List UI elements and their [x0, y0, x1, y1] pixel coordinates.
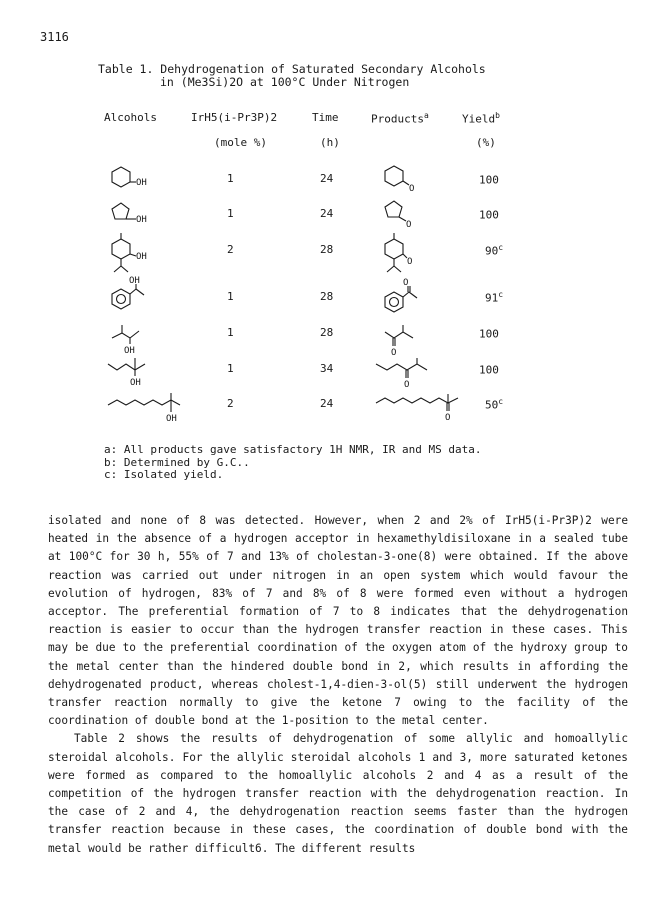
footnote-a: a: All products gave satisfactory 1H NMR, IR and MS data.: [104, 443, 482, 456]
header-products: Products$^a$: [371, 111, 429, 126]
acetophenone-structure: [381, 277, 437, 317]
svg-text:O: O: [407, 257, 413, 267]
row-4-mole: 1: [227, 290, 234, 303]
svg-text:OH: OH: [124, 346, 135, 356]
row-2-time: 24: [320, 207, 334, 220]
footnote-c: c: Isolated yield.: [104, 468, 224, 481]
phenylethanol-structure: [108, 274, 164, 314]
caption-line-1: Table 1. Dehydrogenation of Saturated Secondary Alcohols: [98, 62, 486, 76]
methylbutanol-structure: [108, 320, 164, 358]
cyclopentanol-structure: [108, 201, 158, 231]
octanone-structure: [372, 391, 472, 427]
row-3-yield: 90$^c$: [485, 243, 504, 258]
row-1-yield: 100: [479, 173, 499, 187]
svg-text:O: O: [403, 278, 409, 288]
row-6-time: 34: [320, 362, 334, 375]
header-catalyst-unit: (mole %): [214, 136, 267, 149]
row-4-time: 28: [320, 290, 334, 303]
row-7-mole: 2: [227, 397, 234, 410]
body-text: [48, 512, 628, 858]
svg-text:O: O: [391, 348, 397, 358]
table-footnotes: [104, 444, 482, 482]
row-7-yield: 50$^c$: [485, 397, 504, 412]
methylpentanol-structure: [104, 356, 174, 390]
page-number: 3116: [40, 30, 69, 44]
row-1-time: 24: [320, 172, 334, 185]
row-5-yield: 100: [479, 327, 499, 341]
row-6-mole: 1: [227, 362, 234, 375]
menthol-structure: [108, 231, 164, 279]
header-catalyst: IrH5(i-Pr3P)2: [191, 111, 278, 124]
svg-text:OH: OH: [130, 378, 141, 388]
cyclopentanone-structure: [381, 199, 431, 231]
row-2-yield: 100: [479, 208, 499, 222]
methylpentanone-structure: [372, 356, 452, 392]
menthone-structure: [381, 231, 437, 279]
cyclohexanol-structure: [108, 165, 158, 195]
svg-text:OH: OH: [136, 252, 147, 262]
svg-text:OH: OH: [166, 414, 177, 424]
paragraph-1: isolated and none of 8 was detected. However, when 2 and 2% of IrH5(i-Pr3P)2 were heated in the absence of a hydrogen acceptor in hexamethyldisiloxane in a sealed tube at 100°C for 30 h, 55% of 7 and 13% of cholestan-3-one(8) were obtained. If the above reaction was carried out under nitrogen in an open system which would favour the evolution of hydrogen, 83% of 7 and 8% of 8 were formed even without a hydrogen acceptor. The preferential formation of 7 to 8 indicates that the dehydrogenation reaction is easier to occur than the hydrogen transfer reaction in these cases. This may be due to the preferential coordination of the oxygen atom of the hydroxy group to the metal center than the hindered double bond in 2, which results in affording the dehydrogenated product, whereas cholest-1,4-dien-3-ol(5) still underwent the hydrogen transfer reaction normally to give the ketone 7 owing to the facility of the coordination of double bond at the 1-position to the metal center.: [48, 514, 628, 728]
row-5-mole: 1: [227, 326, 234, 339]
row-1-mole: 1: [227, 172, 234, 185]
header-alcohols: Alcohols: [104, 111, 157, 124]
row-3-mole: 2: [227, 243, 234, 256]
footnote-b: b: Determined by G.C..: [104, 455, 250, 469]
table-caption: [98, 63, 486, 89]
svg-text:OH: OH: [129, 276, 140, 286]
svg-text:O: O: [406, 220, 412, 230]
header-yield-unit: (%): [476, 136, 496, 149]
row-2-mole: 1: [227, 207, 234, 220]
paragraph-2: Table 2 shows the results of dehydrogenation of some allylic and homoallylic steroidal alcohols. For the allylic steroidal alcohols 1 and 3, more saturated ketones were formed as compared to the homoallylic alcohols 2 and 4 as a result of the competition of the hydrogen transfer reaction with the dehydrogenation reaction. In the case of 2 and 4, the dehydrogenation reaction seems faster than the hydrogen transfer reaction because in these cases, the coordination of double bond with the metal would be rather difficult6. The different results: [48, 732, 628, 855]
caption-line-2: in (Me3Si)2O at 100°C Under Nitrogen: [160, 75, 410, 89]
svg-text:OH: OH: [136, 215, 147, 225]
svg-text:O: O: [445, 413, 451, 423]
octanol-structure: [104, 391, 194, 427]
header-time-unit: (h): [320, 136, 340, 149]
header-time: Time: [312, 111, 339, 124]
methylbutanone-structure: [381, 320, 437, 358]
row-4-yield: 91$^c$: [485, 290, 504, 305]
row-6-yield: 100: [479, 363, 499, 377]
row-3-time: 28: [320, 243, 334, 256]
row-7-time: 24: [320, 397, 334, 410]
header-yield: Yield$^b$: [462, 111, 500, 126]
svg-text:OH: OH: [136, 178, 147, 188]
cyclohexanone-structure: [381, 164, 431, 196]
svg-text:O: O: [409, 184, 415, 194]
svg-text:O: O: [404, 380, 410, 390]
row-5-time: 28: [320, 326, 334, 339]
